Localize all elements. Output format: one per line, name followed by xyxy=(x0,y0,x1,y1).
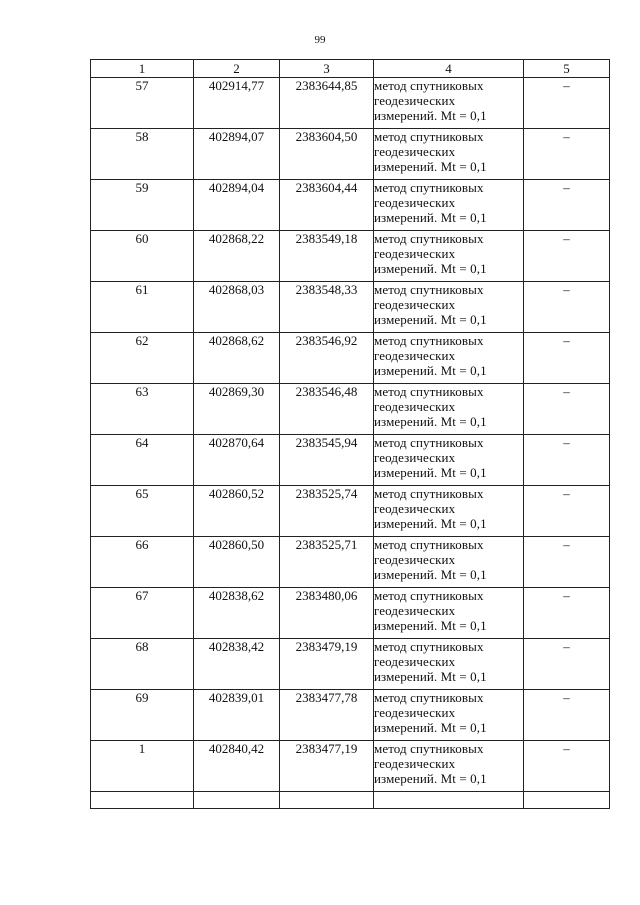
point-number-cell: 67 xyxy=(91,588,194,639)
y-coordinate-cell: 2383644,85 xyxy=(280,78,374,129)
header-col-1: 1 xyxy=(91,60,194,78)
table-row xyxy=(91,333,610,384)
table-row xyxy=(91,282,610,333)
y-coordinate-cell: 2383477,78 xyxy=(280,690,374,741)
error-value-cell: – xyxy=(524,384,610,435)
table-row xyxy=(91,180,610,231)
y-coordinate-cell: 2383525,74 xyxy=(280,486,374,537)
point-number-cell: 57 xyxy=(91,78,194,129)
point-number-cell: 58 xyxy=(91,129,194,180)
table-row xyxy=(91,537,610,588)
point-number-cell: 64 xyxy=(91,435,194,486)
x-coordinate-cell: 402868,62 xyxy=(194,333,280,384)
x-coordinate-cell: 402894,04 xyxy=(194,180,280,231)
error-value-cell: – xyxy=(524,639,610,690)
table-row xyxy=(91,588,610,639)
error-value-cell: – xyxy=(524,741,610,792)
error-value-cell: – xyxy=(524,282,610,333)
table-row xyxy=(91,486,610,537)
table-row xyxy=(91,690,610,741)
method-description-cell: метод спутниковых геодезических измерений. Mt = 0,1 xyxy=(374,537,524,588)
method-description-cell: метод спутниковых геодезических измерений. Mt = 0,1 xyxy=(374,129,524,180)
table-row xyxy=(91,231,610,282)
point-number-cell: 69 xyxy=(91,690,194,741)
x-coordinate-cell: 402894,07 xyxy=(194,129,280,180)
header-col-3: 3 xyxy=(280,60,374,78)
method-description-cell: метод спутниковых геодезических измерений. Mt = 0,1 xyxy=(374,741,524,792)
point-number-cell: 59 xyxy=(91,180,194,231)
empty-cell xyxy=(280,792,374,809)
error-value-cell: – xyxy=(524,537,610,588)
error-value-cell: – xyxy=(524,129,610,180)
x-coordinate-cell: 402914,77 xyxy=(194,78,280,129)
point-number-cell: 62 xyxy=(91,333,194,384)
point-number-cell: 61 xyxy=(91,282,194,333)
y-coordinate-cell: 2383477,19 xyxy=(280,741,374,792)
x-coordinate-cell: 402870,64 xyxy=(194,435,280,486)
y-coordinate-cell: 2383549,18 xyxy=(280,231,374,282)
method-description-cell: метод спутниковых геодезических измерений. Mt = 0,1 xyxy=(374,282,524,333)
error-value-cell: – xyxy=(524,231,610,282)
table-row xyxy=(91,741,610,792)
method-description-cell: метод спутниковых геодезических измерений. Mt = 0,1 xyxy=(374,486,524,537)
header-col-4: 4 xyxy=(374,60,524,78)
x-coordinate-cell: 402839,01 xyxy=(194,690,280,741)
point-number-cell: 1 xyxy=(91,741,194,792)
y-coordinate-cell: 2383604,50 xyxy=(280,129,374,180)
point-number-cell: 60 xyxy=(91,231,194,282)
method-description-cell: метод спутниковых геодезических измерений. Mt = 0,1 xyxy=(374,333,524,384)
error-value-cell: – xyxy=(524,690,610,741)
x-coordinate-cell: 402868,03 xyxy=(194,282,280,333)
x-coordinate-cell: 402840,42 xyxy=(194,741,280,792)
table-row xyxy=(91,639,610,690)
empty-cell xyxy=(374,792,524,809)
y-coordinate-cell: 2383545,94 xyxy=(280,435,374,486)
y-coordinate-cell: 2383548,33 xyxy=(280,282,374,333)
y-coordinate-cell: 2383546,48 xyxy=(280,384,374,435)
table-row xyxy=(91,384,610,435)
error-value-cell: – xyxy=(524,588,610,639)
x-coordinate-cell: 402838,62 xyxy=(194,588,280,639)
method-description-cell: метод спутниковых геодезических измерений. Mt = 0,1 xyxy=(374,231,524,282)
coordinates-table xyxy=(90,59,610,809)
y-coordinate-cell: 2383480,06 xyxy=(280,588,374,639)
empty-cell xyxy=(194,792,280,809)
method-description-cell: метод спутниковых геодезических измерений. Mt = 0,1 xyxy=(374,690,524,741)
method-description-cell: метод спутниковых геодезических измерений. Mt = 0,1 xyxy=(374,588,524,639)
error-value-cell: – xyxy=(524,78,610,129)
error-value-cell: – xyxy=(524,435,610,486)
error-value-cell: – xyxy=(524,333,610,384)
method-description-cell: метод спутниковых геодезических измерений. Mt = 0,1 xyxy=(374,180,524,231)
x-coordinate-cell: 402838,42 xyxy=(194,639,280,690)
table-header-row xyxy=(91,60,610,78)
y-coordinate-cell: 2383525,71 xyxy=(280,537,374,588)
x-coordinate-cell: 402860,50 xyxy=(194,537,280,588)
point-number-cell: 68 xyxy=(91,639,194,690)
error-value-cell: – xyxy=(524,486,610,537)
empty-row xyxy=(91,792,610,809)
point-number-cell: 65 xyxy=(91,486,194,537)
y-coordinate-cell: 2383604,44 xyxy=(280,180,374,231)
error-value-cell: – xyxy=(524,180,610,231)
empty-cell xyxy=(524,792,610,809)
point-number-cell: 66 xyxy=(91,537,194,588)
header-col-2: 2 xyxy=(194,60,280,78)
x-coordinate-cell: 402860,52 xyxy=(194,486,280,537)
method-description-cell: метод спутниковых геодезических измерений. Mt = 0,1 xyxy=(374,78,524,129)
x-coordinate-cell: 402869,30 xyxy=(194,384,280,435)
page-number: 99 xyxy=(314,34,326,46)
x-coordinate-cell: 402868,22 xyxy=(194,231,280,282)
header-col-5: 5 xyxy=(524,60,610,78)
method-description-cell: метод спутниковых геодезических измерений. Mt = 0,1 xyxy=(374,639,524,690)
y-coordinate-cell: 2383546,92 xyxy=(280,333,374,384)
y-coordinate-cell: 2383479,19 xyxy=(280,639,374,690)
table-row xyxy=(91,78,610,129)
table-row xyxy=(91,129,610,180)
point-number-cell: 63 xyxy=(91,384,194,435)
method-description-cell: метод спутниковых геодезических измерений. Mt = 0,1 xyxy=(374,435,524,486)
empty-cell xyxy=(91,792,194,809)
method-description-cell: метод спутниковых геодезических измерений. Mt = 0,1 xyxy=(374,384,524,435)
table-row xyxy=(91,435,610,486)
